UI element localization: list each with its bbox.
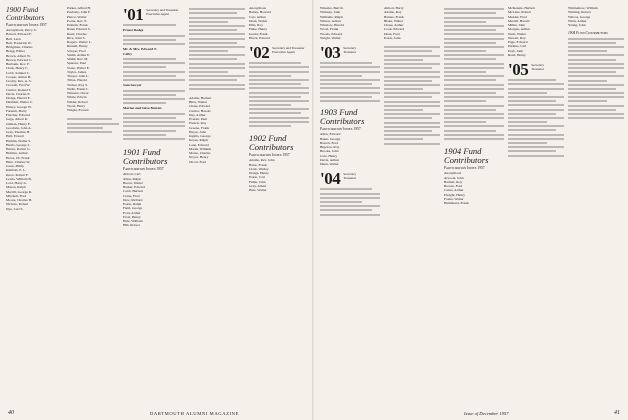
contributor-name: Bowen, Fred (444, 184, 463, 189)
contributor-name: Cobb, Samuel C. (6, 70, 30, 75)
contributor-name: Nichols, Robert (6, 202, 29, 207)
contributor-name: Lewis, William B. (6, 176, 32, 181)
class-year-05: '05 (508, 60, 529, 79)
contributor-name: Cooper, Arthur H. (6, 74, 32, 79)
contributor-name: Merrill, George R. (6, 189, 32, 194)
class-officers: Secretary Treasurer (531, 63, 545, 72)
contributor-name: Miller, John (508, 23, 525, 27)
name-list (384, 6, 440, 40)
class-header-01 (123, 6, 185, 22)
contributor-name: Davis, Charles F. (6, 91, 31, 96)
contributor-name: Dean, Walter (249, 18, 268, 23)
name-list (320, 6, 380, 40)
contributor-name: Mason, Ralph (6, 185, 26, 190)
class-year-02: '02 (249, 43, 270, 62)
issue-footer: Issue of December 1957 (464, 411, 509, 416)
contributor-name: Dunham, Walter C. (6, 100, 34, 105)
contributor-name: Frost, Henry (123, 214, 141, 219)
name-list (123, 172, 185, 227)
contributor-name: Marsh, William (189, 146, 211, 151)
class-year-03: '03 (320, 43, 341, 62)
contributor-name: Fletcher, Edward (6, 113, 30, 118)
contributor-name: Ellis, Roy (249, 23, 264, 27)
contributor-name: Russell, Henry (67, 44, 88, 49)
contributor-name: Tilton, Harold (67, 78, 87, 83)
fund-subhead-1902: Participation Index 1957 (249, 153, 290, 158)
contributor-name: Harris, George L. (6, 142, 31, 147)
contributor-name: Day, Arthur (189, 112, 206, 117)
contributor-name: Wright, Walter (320, 35, 341, 40)
class-year-04: '04 (320, 169, 341, 189)
page-number: 41 (614, 410, 620, 416)
contributor-name: Eaton, John (384, 35, 401, 40)
left-col-3 (123, 6, 185, 401)
contributor-name: Parker, Alfred H. (67, 6, 91, 10)
contributor-name: Thayer, John L. (67, 74, 90, 78)
contributor-name: Greene, Frank (189, 125, 210, 130)
contributor-name: Pierce, Walter (67, 14, 87, 19)
contributor-name: Wheeler, Oscar (67, 91, 89, 95)
contributor-name: Nye, Carl S. (6, 206, 24, 211)
magazine-footer: DARTMOUTH ALUMNI MAGAZINE (150, 411, 239, 416)
contributor-name: Wilder, Robert (67, 99, 88, 104)
fund-subhead-1900: Participation Index 1957 (6, 23, 47, 27)
contributor-name: Hall, Everett (6, 134, 24, 139)
contributor-name: Emery, George W. (6, 104, 32, 109)
class-notes-01: Ernest Dodge Mr. & Mrs. Edward T. Colby Sam Sawyer Marion and Steve Barrett (123, 24, 185, 140)
contributor-name: Reed, Charles (67, 31, 87, 36)
right-col-3 (444, 6, 504, 401)
contributor-name: Crowell, Fred W. (6, 83, 31, 88)
contributor-name: Hamlin, Walter S. (6, 138, 32, 143)
contributor-name: Hayes, John (189, 129, 207, 134)
contributor-name: Eaton, Ralph (123, 202, 142, 207)
name-list (320, 132, 380, 166)
fund-heading-1900: 1900 Fund Contributors (6, 6, 45, 22)
contributor-name: Gray, Albert (249, 183, 267, 188)
contributor-name: Barrett, Fred (320, 140, 338, 145)
contributor-name: Hill, Robert (123, 223, 140, 228)
contributor-name: Brown, Albert W. (6, 53, 31, 58)
contributor-name: Read, Henry (508, 52, 526, 57)
contributor-name: Gray, Thomas H. (6, 130, 31, 135)
contributor-name: Dunn, Walter (320, 162, 339, 167)
contributor-name: Olcott, Fred (189, 159, 206, 164)
fund-heading-1904: 1904 Fund Contributors (444, 146, 489, 166)
contributor-name: Field, George (123, 206, 143, 211)
contributor-name: Blake, Walter (384, 18, 404, 23)
name-list (508, 6, 564, 57)
contributor-name: Bates, Frank (249, 162, 267, 167)
contributor-name: Hale, Walter (249, 188, 267, 193)
contributor-name: Dow, Richard (123, 197, 143, 202)
contributor-name: Baker, George (320, 136, 341, 141)
left-col-4 (189, 6, 245, 401)
contributor-name: Ford, Arthur (123, 210, 141, 215)
contributor-name: Sawyer, Fred (67, 48, 86, 53)
contributor-name: Brown, Edward C. (6, 57, 33, 62)
right-col-4 (508, 6, 564, 401)
contributor-name: Adams, Roy (384, 10, 402, 15)
page-number: 40 (8, 410, 14, 416)
fund-heading-1901: 1901 Fund Contributors (123, 147, 168, 167)
contributor-name: Crosby, Rev. A. S. (6, 79, 32, 84)
name-list (444, 171, 504, 205)
contributor-name: Putnam, Frank (67, 23, 88, 27)
contributor-name: Crane, Fred (123, 193, 140, 198)
contributor-name: Wright, Everett (67, 108, 89, 112)
name-list (568, 6, 624, 27)
fund-subhead-1901: Participation Index 1957 (123, 167, 164, 172)
left-col-2 (67, 6, 119, 401)
contributor-name: Bragg, Elmer (6, 49, 25, 54)
contributor-name: Kimball, E. L. (6, 168, 27, 173)
fund-heading-1903: 1903 Fund Contributors (320, 107, 365, 127)
class-header-04 (320, 169, 380, 189)
contributor-name: French, Roy (189, 121, 207, 126)
class-header-02 (249, 44, 309, 60)
contributor-name: Burbank, Rev. F. (6, 62, 30, 67)
contributor-name: Foster, Walter (444, 196, 464, 201)
class-officers: Secretary and Treasurer Executive Agent (146, 8, 179, 17)
contributor-name: Perkins, Carl (508, 44, 527, 49)
contributor-name: Stone, Walter E. (67, 65, 90, 70)
contributor-name: Meader, Fred (508, 14, 527, 19)
contributor-name: White, Edwin (67, 95, 87, 100)
contributor-name: Dean, Fred (384, 31, 400, 36)
contributor-name: Taylor, James (67, 69, 87, 74)
name-list (189, 96, 245, 164)
contributor-name: Smith, Arthur E. (67, 52, 91, 57)
contributor-name: Pratt, John (508, 48, 523, 53)
left-col-5 (249, 6, 309, 401)
contributor-name: Adams, Rev. John (249, 158, 275, 163)
contributor-name: Porter, Rev. E. (67, 18, 88, 23)
contributor-name: Dodge, Harold E. (6, 96, 31, 101)
contributor-name: Hunt, Charles W. (6, 159, 31, 164)
contributor-name: Wood, Harry (67, 103, 86, 108)
contributor-name: Abbott, Harry (384, 6, 404, 10)
name-list (249, 6, 309, 40)
contributor-name: Wilson, Arthur (320, 18, 341, 23)
fund-heading-1902: 1902 Fund Contributors (249, 133, 294, 153)
contributor-name: Currier, Roland T. (6, 87, 32, 92)
contributor-name: Lord, Harry G. (6, 181, 27, 186)
contributor-name: Everett, Paul (189, 117, 208, 122)
contributor-name: Gould, Frank (249, 31, 268, 36)
fund-subhead-1904: Participation Index 1957 (444, 166, 485, 171)
contributor-name: Clark, Henry C. (6, 66, 29, 71)
contributor-name: Woods, Edward (320, 31, 343, 36)
contributor-name: Bigelow, Roy (320, 145, 340, 150)
contributor-name: Whittemore, William (568, 6, 598, 10)
contributor-name: Newell, Roy (508, 35, 526, 40)
contributor-name: Allen, Edward (320, 132, 341, 137)
contributor-name: Carr, Arthur (249, 14, 266, 19)
right-col-1 (320, 6, 380, 401)
contributor-name: Smith, Rev. M. (67, 57, 89, 61)
contributor-name: Bartlett, Roy (444, 179, 463, 184)
contributor-name: Atwood, John (444, 175, 464, 180)
contributor-name: Davis, Arthur (320, 157, 340, 162)
right-col-2 (384, 6, 440, 401)
contributor-name: Wilcox, George (568, 14, 591, 19)
contributor-name: Chase, Edward (189, 104, 211, 109)
contributor-name: McKenzie, Herbert (508, 6, 536, 10)
contributor-name: Bell, Frederick W. (6, 40, 32, 45)
contributor-name: Keyes, Ralph (189, 138, 208, 143)
contributor-name: Wells, Frank C. (67, 86, 89, 91)
contributor-name: Bridgman, Charles (6, 45, 33, 50)
contributor-name: Holmes, Arthur (6, 151, 28, 156)
contributor-name: Clark, Wesley (249, 166, 269, 171)
contributor-name: Barker, Edward (123, 185, 146, 190)
contributor-name: Gilman, Henry E. (6, 121, 31, 126)
contributor-name: Cobb, Herbert (123, 189, 144, 194)
contributor-name: Wood, Frank (320, 27, 339, 32)
contributor-name: Lane, Edward (189, 142, 209, 147)
contributor-name: Bliss, Walter (189, 100, 207, 105)
contributor-name: Moore, Charles H. (6, 198, 33, 203)
name-list (249, 158, 309, 192)
contributor-name: Whitney, John (320, 10, 341, 15)
contributor-name: Fuller, John (249, 179, 266, 184)
contributor-name: Page, Edward (508, 40, 528, 44)
contributor-name: Chase, Arthur (384, 23, 404, 27)
fund-subhead-1903: Participation Index 1957 (320, 127, 361, 132)
class-header-05 (508, 61, 564, 77)
contributor-name: Anonymous, Percy S. (6, 28, 37, 33)
contributor-name: Abbott, Carl (123, 172, 141, 177)
right-page (314, 0, 628, 420)
contributor-name: Morgan, Arthur (508, 27, 530, 32)
contributor-name: Rand, Edward S. (67, 27, 91, 32)
contributor-name: Cole, Henry (320, 153, 338, 158)
contributor-name: Bailey, Howard (249, 10, 271, 15)
contributor-name: Farnum, Harry (6, 108, 27, 113)
contributor-name: Dodge, Henry (249, 171, 269, 176)
right-col-5 (568, 6, 624, 401)
contributor-name: Young, John (568, 23, 586, 27)
contributor-name: Knox, Robert F. (6, 172, 29, 177)
contributor-name: Howe, Dr. Frank (6, 155, 30, 160)
contributor-name: Tucker, Roy S. (67, 82, 88, 87)
contributor-name: Hale, William (123, 219, 143, 224)
contributor-name: Adams, Herbert (189, 95, 212, 100)
contributor-name: Anonymous (249, 6, 267, 10)
contributor-name: Cook, Edward (384, 27, 405, 32)
contributor-name: Hammond, Frank (444, 201, 469, 206)
contributor-name: Winn, Arthur (568, 18, 587, 23)
contributor-name: Brooks, John (320, 149, 339, 154)
contributor-name: Whiting, Robert (568, 10, 591, 15)
contributor-name: Bacon, Walter (123, 180, 143, 185)
contributor-name: Barrett, Edward F. (6, 32, 32, 37)
contributor-name: Dwight, Henry (444, 192, 465, 197)
contributor-name: Bell, Leon (6, 36, 21, 41)
name-list (67, 6, 119, 112)
left-col-1 (6, 6, 64, 401)
contributor-name: Goodwin, John A. (6, 125, 32, 130)
contributor-name: McLane, Robert (508, 10, 531, 15)
contributor-name: Rice, John S. (67, 35, 86, 40)
contributor-name: Jones, Philip (6, 164, 24, 169)
contributor-name: Spencer, Paul (67, 61, 87, 66)
name-list (6, 28, 64, 211)
class-officers: Secretary Treasurer (343, 46, 357, 55)
contributor-name: Morse, Charles (189, 151, 211, 156)
contributor-name: Gage, Albert R. (6, 117, 28, 122)
contributor-name: Anonymous (444, 171, 462, 176)
contributor-name: Eaton, Carl (249, 175, 265, 180)
contributor-name: Winslow, Harold (320, 23, 344, 27)
contributor-name: Merrill, Harold (508, 18, 530, 23)
class-header-03 (320, 44, 380, 60)
contributor-name: Rogers, Walter L. (67, 40, 92, 44)
contributor-name: Wheeler, Bert R. (320, 6, 344, 10)
contributor-name: Ingalls, George (189, 134, 211, 139)
contributor-name: Peabody, John F. (67, 10, 91, 15)
contributor-name: Fiske, Henry (249, 27, 268, 32)
contributor-name: Williams, Ralph (320, 14, 343, 19)
contributor-name: Mitchell, Fred (6, 193, 27, 198)
fund-heading-1904-cont: 1904 Fund Contributors (568, 31, 608, 36)
contributor-name: Hatch, Edward (249, 35, 270, 40)
contributor-name: Noyes, Henry (189, 155, 209, 160)
contributor-name: Nash, Walter (508, 31, 527, 36)
contributor-name: Barnes, Frank (384, 14, 404, 19)
contributor-name: Carter, Arthur (444, 188, 464, 193)
class-officers: Secretary and Treasurer Executive Agent (272, 46, 305, 55)
contributor-name: Currier, Harold (189, 108, 211, 113)
class-officers: Secretary Treasurer (343, 172, 357, 181)
class-year-01: '01 (123, 6, 144, 24)
contributor-name: Hazen, Robert G. (6, 147, 31, 152)
contributor-name: Allen, Ralph (123, 176, 141, 181)
